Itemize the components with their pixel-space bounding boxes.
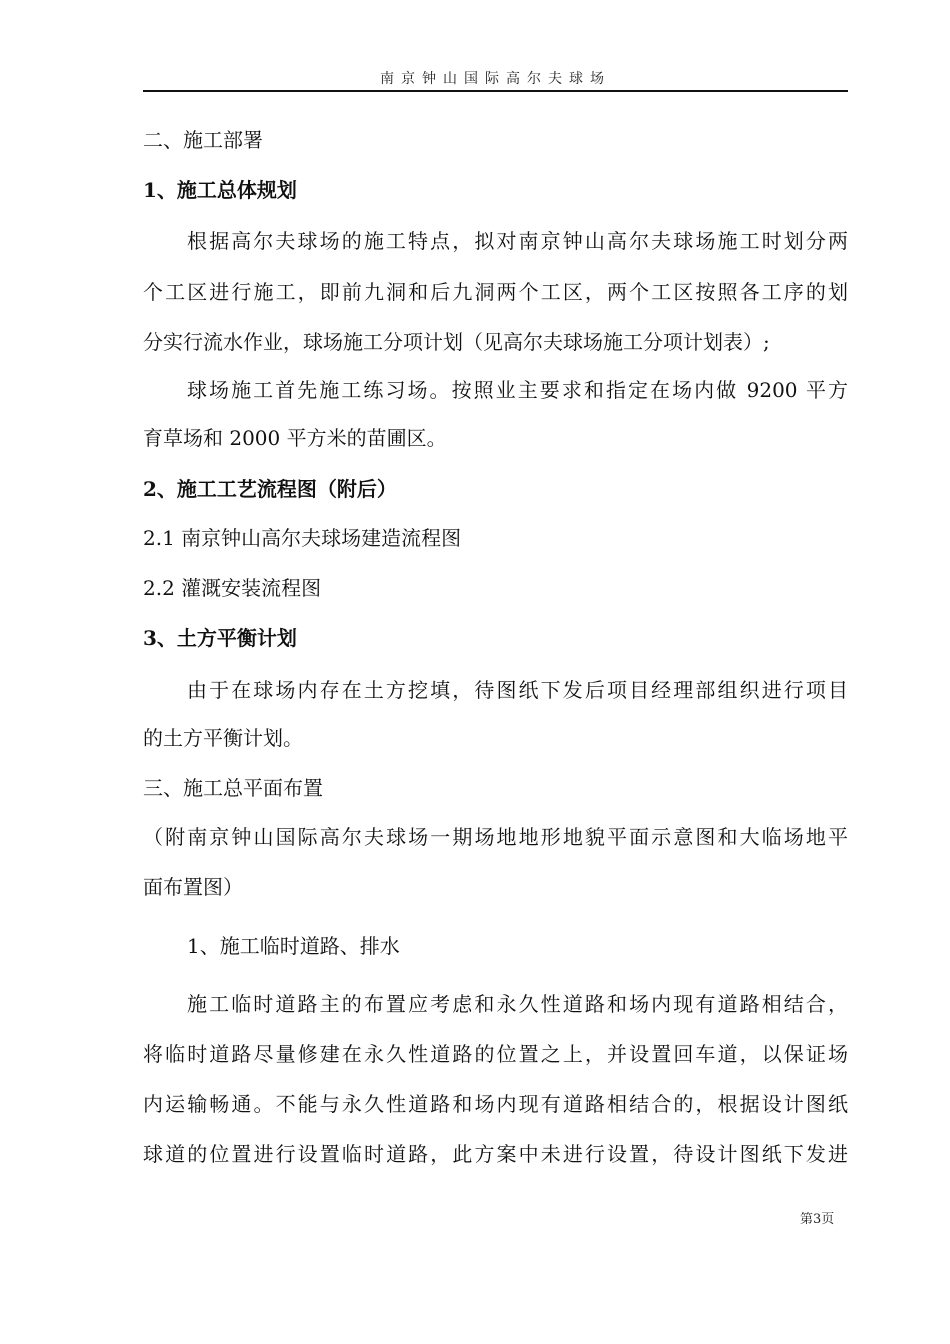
page-number: 第3页: [800, 1212, 835, 1227]
section-heading-deployment: 二、施工部署: [143, 128, 263, 152]
paragraph-line: 分实行流水作业，球场施工分项计划（见高尔夫球场施工分项计划表）;: [143, 330, 770, 354]
paragraph-line: 的土方平衡计划。: [143, 726, 303, 750]
header-rule: [143, 90, 848, 92]
subheading-earthwork-balance: 3、土方平衡计划: [143, 626, 297, 650]
list-item-irrigation-flow: 2.2 灌溉安装流程图: [143, 576, 322, 600]
subheading-overall-plan: 1、施工总体规划: [143, 178, 297, 202]
paragraph-line: 个工区进行施工，即前九洞和后九洞两个工区，两个工区按照各工序的划: [143, 280, 848, 304]
page-header-title: 南京钟山国际高尔夫球场: [380, 71, 611, 87]
paragraph-line: 将临时道路尽量修建在永久性道路的位置之上，并设置回车道，以保证场: [143, 1042, 848, 1066]
paragraph-line: 根据高尔夫球场的施工特点，拟对南京钟山高尔夫球场施工时划分两: [187, 229, 848, 253]
paragraph-line: 内运输畅通。不能与永久性道路和场内现有道路相结合的，根据设计图纸: [143, 1092, 848, 1116]
list-item-construction-flow: 2.1 南京钟山高尔夫球场建造流程图: [143, 526, 462, 550]
paragraph-line: 球道的位置进行设置临时道路，此方案中未进行设置，待设计图纸下发进: [143, 1142, 848, 1166]
paragraph-line: （附南京钟山国际高尔夫球场一期场地地形地貌平面示意图和大临场地平: [143, 825, 848, 849]
section-heading-site-layout: 三、施工总平面布置: [143, 776, 323, 800]
subheading-process-flow: 2、施工工艺流程图（附后）: [143, 477, 397, 501]
paragraph-line: 面布置图）: [143, 875, 243, 899]
subheading-temporary-roads: 1、施工临时道路、排水: [187, 934, 400, 958]
paragraph-line: 由于在球场内存在土方挖填，待图纸下发后项目经理部组织进行项目: [187, 678, 848, 702]
paragraph-line: 育草场和 2000 平方米的苗圃区。: [143, 426, 447, 450]
paragraph-line: 施工临时道路主的布置应考虑和永久性道路和场内现有道路相结合，: [187, 992, 848, 1016]
paragraph-line: 球场施工首先施工练习场。按照业主要求和指定在场内做 9200 平方: [187, 378, 848, 402]
